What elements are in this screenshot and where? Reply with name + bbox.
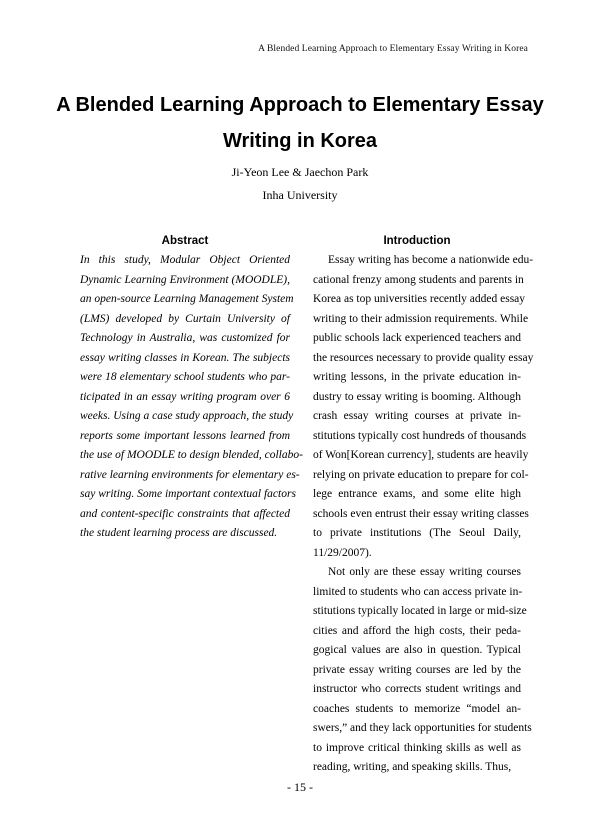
text-line: Korea as top universities recently added essay xyxy=(313,293,526,305)
abstract-heading: Abstract xyxy=(161,235,209,247)
text-line: swers,” and they lack opportunities for students xyxy=(313,722,532,734)
affiliation: Inha University xyxy=(262,188,338,202)
text-line: Essay writing has become a nationwide edu- xyxy=(328,254,534,266)
text-line: Not only are these essay writing courses xyxy=(328,566,521,578)
text-line: gogical values are also in question. Typical xyxy=(313,644,521,656)
text-line: (LMS) developed by Curtain University of xyxy=(80,312,290,325)
introduction-body xyxy=(313,251,534,778)
text-line: rative learning environments for elementary es- xyxy=(80,468,300,481)
text-line: reports some important lessons learned from xyxy=(80,429,290,442)
text-line: coaches students to memorize “model an- xyxy=(313,702,521,715)
text-line: weeks. Using a case study approach, the study xyxy=(80,410,294,422)
text-line: were 18 elementary school students who par- xyxy=(80,371,290,383)
running-header: A Blended Learning Approach to Elementary Essay Writing in Korea xyxy=(258,44,528,54)
abstract-body xyxy=(80,251,303,544)
text-line: dustry to essay writing is booming. Although xyxy=(313,390,521,403)
text-line: In this study, Modular Object Oriented xyxy=(80,254,290,266)
text-line: stitutions typically located in large or mid-size xyxy=(313,605,527,617)
text-line: relying on private education to prepare for col- xyxy=(313,468,529,481)
text-line: stitutions typically cost hundreds of thousands xyxy=(313,429,527,442)
text-line: Dynamic Learning Environment (MOODLE), xyxy=(80,273,290,286)
text-line: ticipated in an essay writing program over 6 xyxy=(80,390,290,403)
text-line: cational frenzy among students and parents in xyxy=(313,273,524,286)
text-line: 11/29/2007). xyxy=(313,546,372,559)
text-line: an open-source Learning Management System xyxy=(80,293,294,305)
text-line: the student learning process are discussed. xyxy=(80,527,278,539)
text-line: to improve critical thinking skills as well as xyxy=(313,741,521,754)
text-line: crash essay writing courses at private in- xyxy=(313,410,521,422)
paper-title-line-2: Writing in Korea xyxy=(222,130,378,152)
text-line: the resources necessary to provide quality essay xyxy=(313,351,534,364)
text-line: instructor who corrects student writings and xyxy=(313,683,521,695)
text-line: to private institutions (The Seoul Daily, xyxy=(313,527,521,539)
text-line: essay writing classes in Korean. The subjects xyxy=(80,351,290,364)
authors: Ji-Yeon Lee & Jaechon Park xyxy=(231,165,369,179)
text-line: limited to students who can access private in- xyxy=(313,585,523,598)
text-line: of Won[Korean currency], students are heavily xyxy=(313,449,529,461)
text-line: Technology in Australia, was customized for xyxy=(80,332,290,344)
text-line: cities and afford the high costs, their peda- xyxy=(313,624,521,637)
text-line: schools even entrust their essay writing classes xyxy=(313,507,529,520)
page-number: - 15 - xyxy=(287,780,313,794)
introduction-heading: Introduction xyxy=(383,235,451,247)
text-line: say writing. Some important contextual factors xyxy=(80,488,296,500)
text-line: public schools lack experienced teachers and xyxy=(313,332,521,344)
text-line: writing lessons, in the private education in- xyxy=(313,371,521,383)
text-line: private essay writing courses are led by the xyxy=(313,663,521,676)
text-line: lege entrance exams, and some elite high xyxy=(313,488,521,500)
text-line: the use of MOODLE to design blended, collabo- xyxy=(80,449,303,461)
text-line: reading, writing, and speaking skills. Thus, xyxy=(313,761,512,773)
text-line: and content-specific constraints that affected xyxy=(80,507,290,520)
text-line: writing to their admission requirements. While xyxy=(313,312,529,325)
paper-title-line-1: A Blended Learning Approach to Elementary Essay xyxy=(56,94,544,116)
